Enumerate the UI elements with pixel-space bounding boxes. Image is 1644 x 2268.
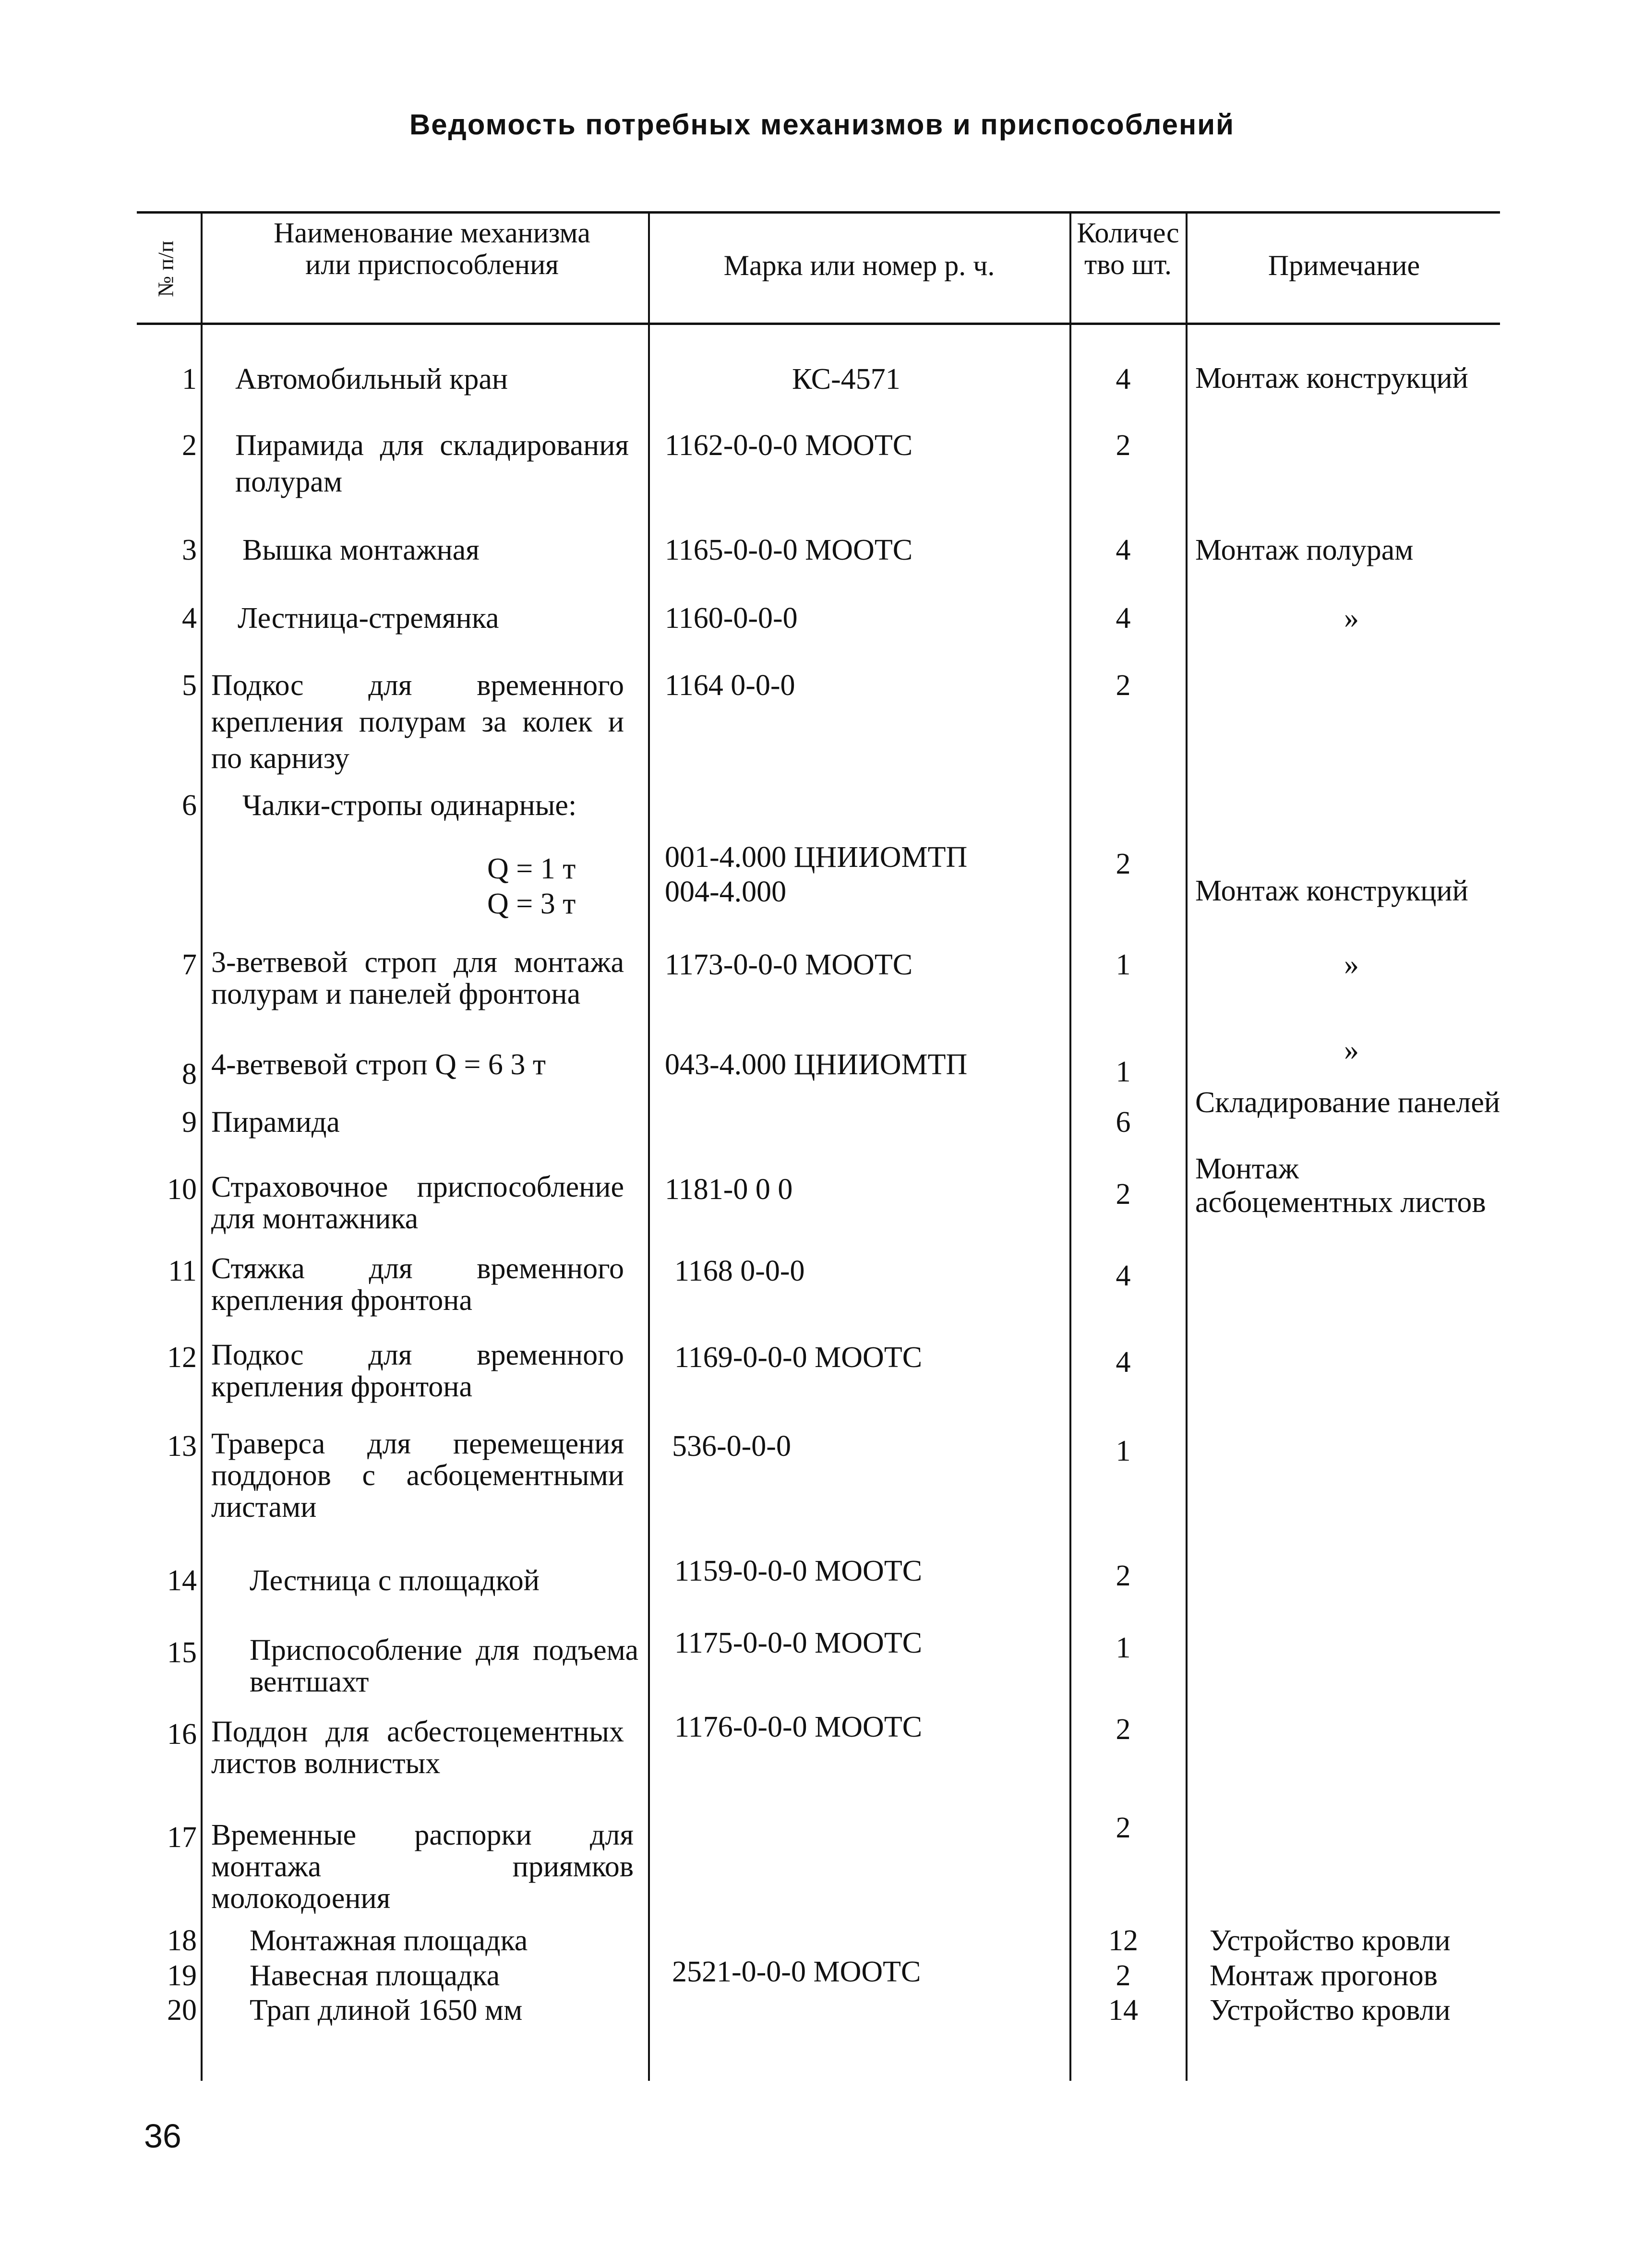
row-3-mark: 1165-0-0-0 МООТС bbox=[665, 534, 913, 566]
header-mark: Марка или номер р. ч. bbox=[723, 250, 995, 281]
row-10-num: 10 bbox=[167, 1173, 197, 1206]
row-20-note: Устройство кровли bbox=[1210, 1994, 1451, 2027]
row-9-num: 9 bbox=[182, 1106, 197, 1139]
col-divider-4 bbox=[1186, 214, 1188, 2081]
row-17-num: 17 bbox=[167, 1821, 197, 1854]
row-11-num: 11 bbox=[168, 1255, 197, 1287]
row-6-note: Монтаж конструкций bbox=[1195, 875, 1468, 907]
row-17-qty: 2 bbox=[1116, 1812, 1131, 1844]
row-8-mark: 043-4.000 ЦНИИОМТП bbox=[665, 1048, 968, 1081]
row-6-sub2: Q = 3 т bbox=[487, 888, 576, 920]
row-12-name: Подкос для временного крепления фронтона bbox=[211, 1339, 624, 1403]
row-15-mark: 1175-0-0-0 МООТС bbox=[674, 1627, 923, 1659]
header-num: № п/п bbox=[154, 240, 178, 297]
row-6-mark2: 004-4.000 bbox=[665, 876, 787, 908]
row-13-qty: 1 bbox=[1116, 1435, 1131, 1467]
row-11-name: Стяжка для временного крепления фронтона bbox=[211, 1252, 624, 1317]
row-3-note: Монтаж полурам bbox=[1195, 534, 1414, 566]
row-15-name: Приспособление для подъема вентшахт bbox=[250, 1634, 638, 1698]
row-19-num: 19 bbox=[167, 1959, 197, 1992]
row-6-qty: 2 bbox=[1116, 848, 1131, 880]
row-5-qty: 2 bbox=[1116, 669, 1131, 702]
row-1-qty: 4 bbox=[1116, 363, 1131, 396]
row-9-name: Пирамида bbox=[211, 1106, 340, 1139]
row-14-mark: 1159-0-0-0 МООТС bbox=[674, 1555, 923, 1587]
page-title: Ведомость потребных механизмов и приспособлений bbox=[409, 108, 1235, 141]
row-2-num: 2 bbox=[182, 429, 197, 462]
col-divider-2 bbox=[648, 214, 650, 2081]
row-7-note: » bbox=[1344, 948, 1359, 981]
row-8-note: Складирование панелей bbox=[1195, 1086, 1500, 1119]
row-7-qty: 1 bbox=[1116, 948, 1131, 981]
row-2-qty: 2 bbox=[1116, 429, 1131, 462]
row-4-note: » bbox=[1344, 602, 1359, 635]
row-14-num: 14 bbox=[167, 1564, 197, 1597]
row-7-name: 3-ветвевой строп для монтажа полурам и панелей фронтона bbox=[211, 946, 624, 1010]
row-6-sub1: Q = 1 т bbox=[487, 852, 576, 885]
header-bottom-rule bbox=[137, 323, 1500, 325]
row-7-note2: » bbox=[1344, 1034, 1359, 1067]
row-18-note: Устройство кровли bbox=[1210, 1924, 1451, 1957]
row-8-num: 8 bbox=[182, 1058, 197, 1091]
row-10-name: Страховочное приспособление для монтажника bbox=[211, 1171, 624, 1235]
row-20-qty: 14 bbox=[1108, 1994, 1138, 2027]
row-14-name: Лестница с площадкой bbox=[250, 1564, 540, 1597]
row-16-name: Поддон для асбестоцементных листов волнистых bbox=[211, 1716, 624, 1780]
row-14-qty: 2 bbox=[1116, 1560, 1131, 1592]
col-divider-1 bbox=[201, 214, 203, 2081]
row-6-name: Чалки-стропы одинарные: bbox=[242, 789, 577, 822]
row-8-name: 4-ветвевой строп Q = 6 3 т bbox=[211, 1048, 546, 1081]
row-4-name: Лестница-стремянка bbox=[238, 602, 499, 635]
row-6-mark: 001-4.000 ЦНИИОМТП bbox=[665, 841, 968, 874]
row-4-qty: 4 bbox=[1116, 602, 1131, 635]
row-19-qty: 2 bbox=[1116, 1959, 1131, 1992]
row-15-qty: 1 bbox=[1116, 1632, 1131, 1664]
row-7-num: 7 bbox=[182, 948, 197, 981]
row-1-name: Автомобильный кран bbox=[235, 363, 508, 396]
row-16-qty: 2 bbox=[1116, 1713, 1131, 1746]
row-19-name: Навесная площадка bbox=[250, 1959, 500, 1992]
row-20-name: Трап длиной 1650 мм bbox=[250, 1994, 523, 2027]
row-15-num: 15 bbox=[167, 1636, 197, 1669]
table-top-rule bbox=[137, 211, 1500, 214]
row-5-name: Подкос для временного крепления полурам за колек и по карнизу bbox=[211, 669, 624, 775]
row-3-name: Вышка монтажная bbox=[242, 534, 480, 566]
row-11-qty: 4 bbox=[1116, 1260, 1131, 1292]
row-19-note: Монтаж прогонов bbox=[1210, 1959, 1438, 1992]
row-12-qty: 4 bbox=[1116, 1346, 1131, 1379]
row-18-name: Монтажная площадка bbox=[250, 1924, 528, 1957]
row-11-mark: 1168 0-0-0 bbox=[674, 1255, 805, 1287]
row-3-num: 3 bbox=[182, 534, 197, 566]
header-qty: Количество шт. bbox=[1077, 217, 1179, 280]
row-4-mark: 1160-0-0-0 bbox=[665, 602, 798, 635]
row-8-qty: 1 bbox=[1116, 1056, 1131, 1088]
page-number: 36 bbox=[144, 2117, 181, 2155]
col-divider-3 bbox=[1069, 214, 1071, 2081]
row-5-mark: 1164 0-0-0 bbox=[665, 669, 795, 702]
row-3-qty: 4 bbox=[1116, 534, 1131, 566]
row-1-note: Монтаж конструкций bbox=[1195, 362, 1468, 395]
header-note: Примечание bbox=[1268, 250, 1420, 281]
row-10-qty: 2 bbox=[1116, 1178, 1131, 1211]
row-16-num: 16 bbox=[167, 1718, 197, 1751]
row-18-qty: 12 bbox=[1108, 1924, 1138, 1957]
row-9-note: Монтаж асбоцементных листов bbox=[1195, 1152, 1486, 1219]
row-2-mark: 1162-0-0-0 МООТС bbox=[665, 429, 913, 462]
row-19-mark: 2521-0-0-0 МООТС bbox=[672, 1956, 921, 1988]
row-16-mark: 1176-0-0-0 МООТС bbox=[674, 1711, 923, 1743]
row-13-name: Траверса для перемещения поддонов с асбоцементными листами bbox=[211, 1428, 624, 1524]
row-4-num: 4 bbox=[182, 602, 197, 635]
row-12-mark: 1169-0-0-0 МООТС bbox=[674, 1341, 923, 1374]
row-17-name: Временные распорки для монтажа приямков молокодоения bbox=[211, 1819, 634, 1915]
row-13-num: 13 bbox=[167, 1430, 197, 1463]
row-10-mark: 1181-0 0 0 bbox=[665, 1173, 793, 1206]
row-12-num: 12 bbox=[167, 1341, 197, 1374]
row-18-num: 18 bbox=[167, 1924, 197, 1957]
row-13-mark: 536-0-0-0 bbox=[672, 1430, 791, 1463]
row-6-num: 6 bbox=[182, 789, 197, 822]
row-1-num: 1 bbox=[182, 363, 197, 396]
header-name: Наименование механизма или приспособления bbox=[274, 217, 590, 280]
row-20-num: 20 bbox=[167, 1994, 197, 2027]
row-9-qty: 6 bbox=[1116, 1106, 1131, 1139]
row-1-mark: КС-4571 bbox=[792, 363, 900, 396]
row-2-name: Пирамида для складирования полурам bbox=[235, 429, 629, 498]
row-5-num: 5 bbox=[182, 669, 197, 702]
row-7-mark: 1173-0-0-0 МООТС bbox=[665, 948, 913, 981]
